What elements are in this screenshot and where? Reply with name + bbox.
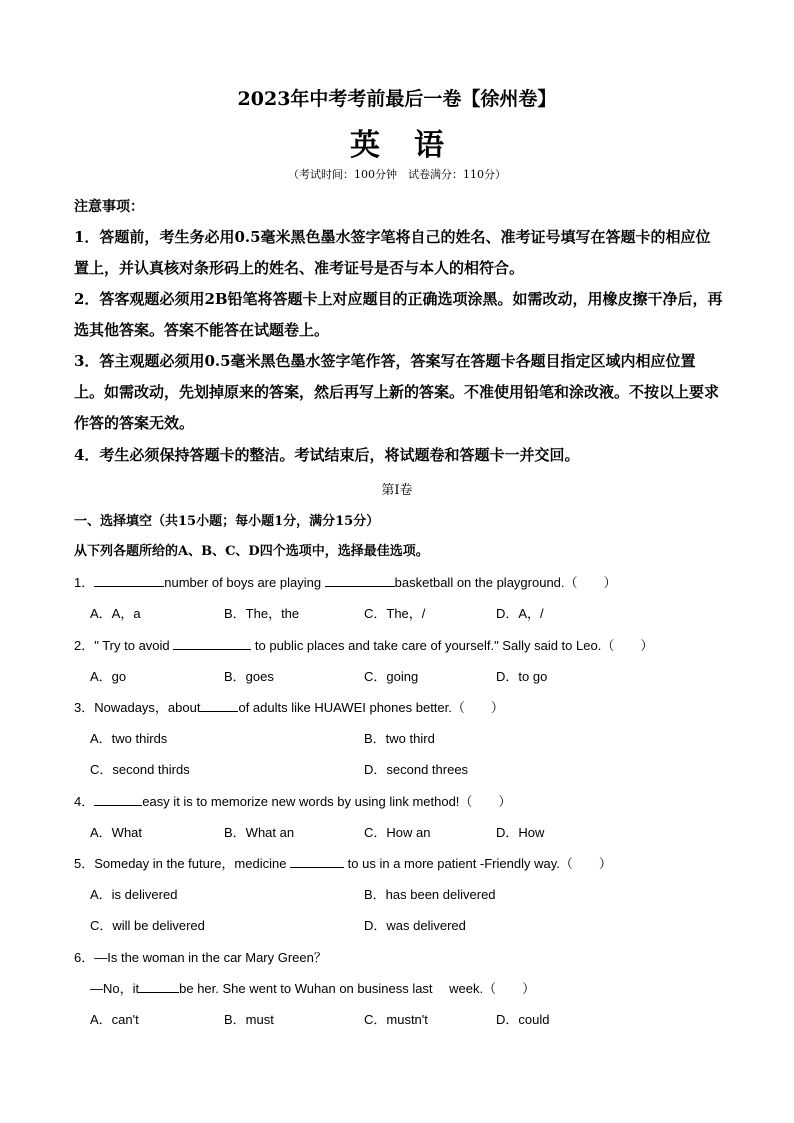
option-d: D．How xyxy=(496,825,545,840)
option-a: A．two thirds xyxy=(90,731,168,746)
question-1 xyxy=(74,572,617,591)
question-number: 4． xyxy=(74,794,95,809)
question-5 xyxy=(74,853,612,872)
question-number: 6． xyxy=(74,950,95,965)
answer-blank xyxy=(94,793,142,806)
question-text: Someday in the future，medicine xyxy=(94,856,291,871)
question-2 xyxy=(74,635,653,654)
option-b: B．has been delivered xyxy=(364,887,496,902)
option-d: D．could xyxy=(496,1012,550,1027)
question-3 xyxy=(74,697,504,716)
answer-blank xyxy=(94,574,164,587)
option-c: C．going xyxy=(364,669,419,684)
part-label: 第Ⅰ卷 xyxy=(381,483,413,498)
answer-blank xyxy=(290,855,344,868)
question-text: to public places and take care of yourself." Sally said to Leo.（ ） xyxy=(251,638,654,653)
option-a: A．What xyxy=(90,825,143,840)
option-b: B．must xyxy=(224,1012,274,1027)
question-text: be her. She went to Wuhan on business last week.（ ） xyxy=(179,981,536,996)
option-d: D．was delivered xyxy=(364,918,466,933)
question-number: 5． xyxy=(74,856,95,871)
answer-blank xyxy=(173,637,251,650)
option-c: C．second thirds xyxy=(90,762,190,777)
question-number: 2． xyxy=(74,638,95,653)
option-c: C．How an xyxy=(364,825,431,840)
question-text: of adults like HUAWEI phones better.（ ） xyxy=(238,700,504,715)
option-b: B．goes xyxy=(224,669,274,684)
question-number: 3． xyxy=(74,700,95,715)
question-text: —Is the woman in the car Mary Green？ xyxy=(94,950,327,965)
notes-heading: 注意事项： xyxy=(74,199,144,215)
option-a: A．is delivered xyxy=(90,887,178,902)
option-a: A．A，a xyxy=(90,606,141,621)
question-text: to us in a more patient -Friendly way.（ ） xyxy=(344,856,612,871)
question-text: —No，it xyxy=(90,981,140,996)
subject-title: 英语 xyxy=(350,128,478,163)
question-text: " Try to avoid xyxy=(94,638,174,653)
note-item-1: 1．答题前，考生务必用0.5毫米黑色墨水签字笔将自己的姓名、准考证号填写在答题卡的相应位置上，并认真核对条形码上的姓名、准考证号是否与本人的相符合。 xyxy=(74,228,711,277)
answer-blank xyxy=(200,699,238,712)
answer-blank xyxy=(139,980,179,993)
section-instruction: 从下列各题所给的A、B、C、D四个选项中，选择最佳选项。 xyxy=(74,544,429,559)
option-a: A．can't xyxy=(90,1012,139,1027)
question-6-reply xyxy=(90,978,535,997)
exam-title: 2023年中考考前最后一卷【徐州卷】 xyxy=(237,88,557,110)
question-number: 1． xyxy=(74,575,95,590)
note-item-2: 2．答客观题必须用2B铅笔将答题卡上对应题目的正确选项涂黑。如需改动，用橡皮擦干净后，再选其他答案。答案不能答在试题卷上。 xyxy=(74,290,723,339)
exam-info: （考试时间：100分钟 试卷满分：110分） xyxy=(288,168,506,181)
option-b: B．The，the xyxy=(224,606,300,621)
note-item-4: 4．考生必须保持答题卡的整洁。考试结束后，将试题卷和答题卡一并交回。 xyxy=(74,446,580,464)
section-title: 一、选择填空（共15小题；每小题1分，满分15分） xyxy=(74,514,380,529)
question-6 xyxy=(74,947,327,966)
option-d: D．A，/ xyxy=(496,606,544,621)
option-a: A．go xyxy=(90,669,127,684)
answer-blank xyxy=(325,574,395,587)
question-text: Nowadays，about xyxy=(94,700,201,715)
option-c: C．The，/ xyxy=(364,606,426,621)
question-4 xyxy=(74,791,511,810)
question-text: basketball on the playground.（ ） xyxy=(394,575,617,590)
option-d: D．to go xyxy=(496,669,548,684)
option-b: B．two third xyxy=(364,731,435,746)
question-text: easy it is to memorize new words by using link method!（ ） xyxy=(142,794,512,809)
option-c: C．mustn't xyxy=(364,1012,428,1027)
option-b: B．What an xyxy=(224,825,295,840)
option-c: C．will be delivered xyxy=(90,918,205,933)
option-d: D．second threes xyxy=(364,762,469,777)
note-item-3: 3．答主观题必须用0.5毫米黑色墨水签字笔作答，答案写在答题卡各题目指定区域内相应位置上。如需改动，先划掉原来的答案，然后再写上新的答案。不准使用铅笔和涂改液。不按以上要求作答的答案无效。 xyxy=(74,352,720,432)
question-text: number of boys are playing xyxy=(164,575,325,590)
